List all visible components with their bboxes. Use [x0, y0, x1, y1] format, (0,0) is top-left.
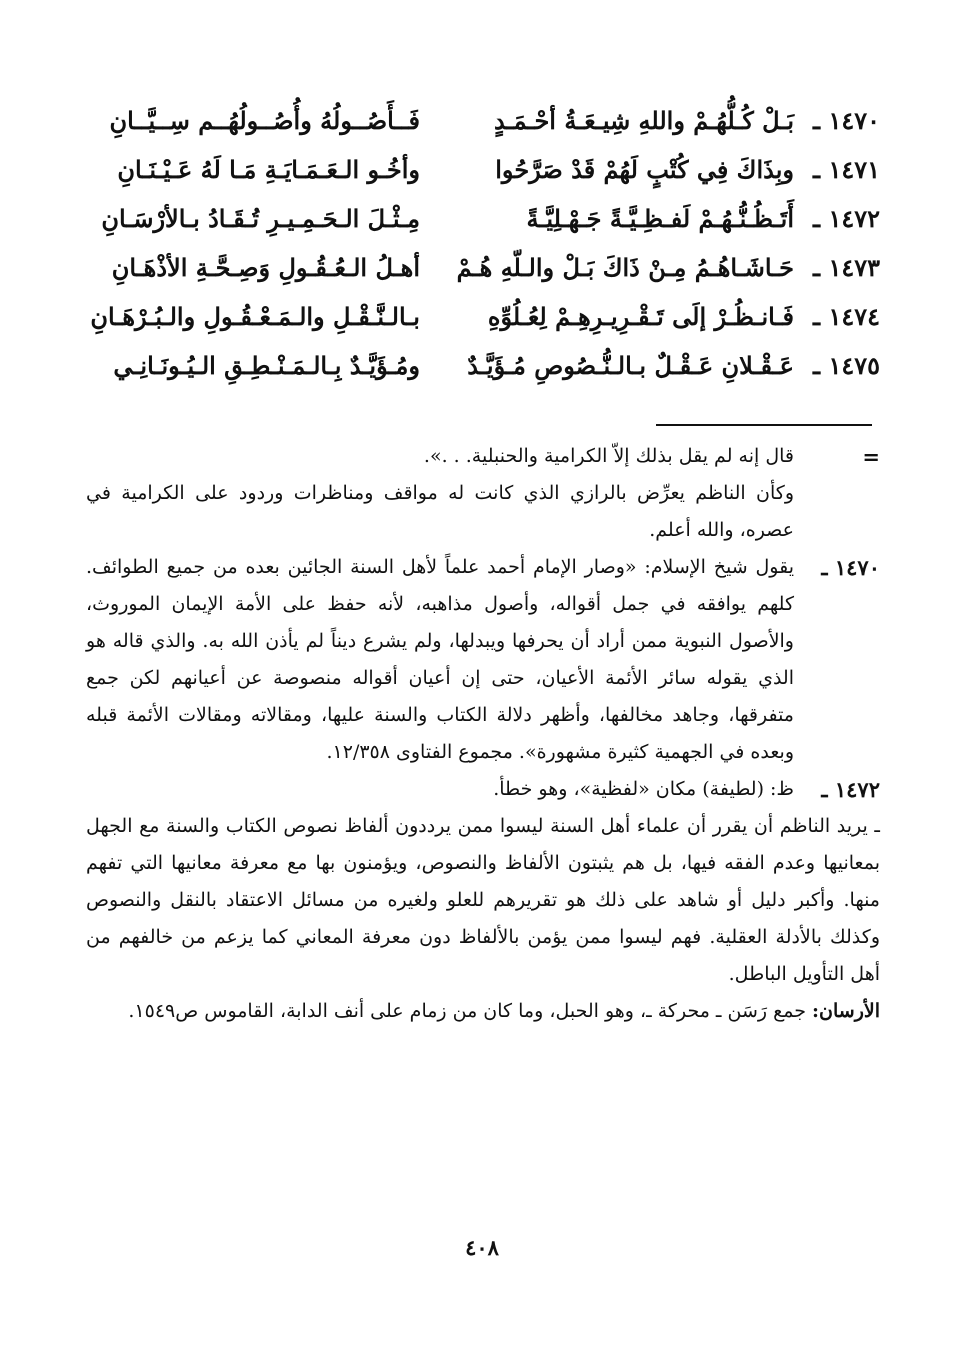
footnote-marker: ١٤٧٠ ـ [821, 555, 880, 580]
verse-first-hemistich: بَـلْ كُـلُّهُـمْ واللهِ شِيـعَـةُ أحْـمَـدٍ [493, 106, 794, 135]
verse-line [80, 292, 880, 341]
verse-second-hemistich: مِـثْـلَ الـحَـمِـيـرِ تُـقَـادُ بـالأرْسَـانِ [101, 204, 420, 233]
verse-second-hemistich: فَــأَصُــولُهُ وأُصُــولُهُــم سِــيَّــانِ [109, 106, 420, 135]
verse-line [80, 96, 880, 145]
footnote-definition [86, 993, 880, 1030]
verse-second-hemistich: أهـلُ الـعُـقُـولِ وَصِـحَّـةِ الأذْهَـانِ [111, 253, 420, 282]
verse-first-hemistich: عَـقْـلانِ عَـقْـلٌ بـالـنُّـصُوصِ مُـؤَيَّـدٌ [467, 351, 794, 380]
verse-second-hemistich: بـالـنَّـقْـلِ والـمَـعْـقُـولِ والـبُـرْهَـانِ [90, 302, 420, 331]
definition-term: الأرسان: [812, 1000, 880, 1022]
verse-line [80, 145, 880, 194]
footnote-separator [656, 424, 872, 426]
verse-number: ١٤٧٥ ـ [813, 351, 880, 380]
footnote-marker: ١٤٧٢ ـ [821, 777, 880, 802]
verse-line [80, 194, 880, 243]
footnote-text: ظ: (لطيفة) مكان «لفظية»، وهو خطأ. [493, 778, 794, 800]
poem-verses [80, 96, 880, 390]
verse-first-hemistich: حَـاشَـاهُـمُ مِـنْ ذَاكَ بَـلْ والـلّهِ هُـمْ [456, 253, 794, 282]
footnotes [86, 438, 880, 1030]
verse-second-hemistich: ومُـؤَيَّـدٌ بِـالـمَـنْـطِـقِ الـيُـونَـانِـي [113, 351, 420, 380]
verse-first-hemistich: فَـانـظُـرْ إلَى تَـقْـرِيـرِهِـمْ لِعُـلُوِّهِ [487, 302, 794, 331]
verse-number: ١٤٧١ ـ [813, 155, 880, 184]
footnote-text: وكأن الناظم يعرِّض بالرازي الذي كانت له مواقف ومناظرات وردود على الكرامية في عصره، والله أعلم. [86, 482, 794, 541]
verse-second-hemistich: وأخُـو الـعَـمَـايَـةِ مَـا لَهُ عَـيْـنَـانِ [117, 155, 420, 184]
verse-number: ١٤٧٣ ـ [813, 253, 880, 282]
footnote [86, 771, 880, 808]
verse-line [80, 341, 880, 390]
verse-number: ١٤٧٢ ـ [813, 204, 880, 233]
footnote [86, 549, 880, 771]
footnote-marker: = [862, 444, 880, 469]
verse-line [80, 243, 880, 292]
footnote-continuation [86, 438, 880, 475]
definition-text: جمع رَسَن ـ محركة ـ، وهو الحبل، وما كان من زمام على أنف الدابة، القاموس ص١٥٤٩. [128, 1000, 806, 1022]
verse-number: ١٤٧٠ ـ [813, 106, 880, 135]
footnote-text: يقول شيخ الإسلام: «وصار الإمام أحمد علماً لأهل السنة الجائين بعده من جميع الطوائف. كلهم يوافقه في جمل أقواله، وأصول مذاهبه، لأنه حفظ على الأمة الإيمان الموروث، والأصول النبوية ممن أراد أن يحرفها ويبدلها، ولم يشرع ديناً لم يأذن الله به. والذي قاله هو الذي يقوله سائر الأئمة الأعيان، حتى إن أعيان أقواله منصوصة عن أعيانهم لكن جمع متفرقها، وجاهد مخالفها، وأظهر دلالة الكتاب والسنة عليها، ومقالاته ومقالات الأئمة قبله وبعده في الجهمية كثيرة مشهورة». مجموع الفتاوى ١٢/٣٥٨. [86, 556, 794, 763]
verse-number: ١٤٧٤ ـ [813, 302, 880, 331]
footnote-text: ـ يريد الناظم أن يقرر أن علماء أهل السنة ليسوا ممن يرددون ألفاظ نصوص الكتاب والسنة مع الجهل بمعانيها وعدم الفقه فيها، بل هم يثبتون الألفاظ والنصوص، ويؤمنون بها مع معرفة معانيها التي تفهم منها. وأكبر دليل أو شاهد على ذلك هو تقريرهم للعلو ولغيره من مسائل الاعتقاد بالنقل والنصوص وكذلك بالأدلة العقلية. فهم ليسوا ممن يؤمن بالألفاظ دون معرفة المعاني كما يزعم من خالفهم من أهل التأويل الباطل. [86, 815, 880, 985]
footnote-text: قال إنه لم يقل بذلك إلاّ الكرامية والحنبلية. . .». [423, 445, 794, 467]
verse-first-hemistich: وبِذَاكَ فِي كُتْبٍ لَهُمْ قَدْ صَرَّحُوا [495, 155, 794, 184]
verse-first-hemistich: أَتَـظُـنُّـهُـمْ لَفـظِـيَّـةً جَـهْـلِيَّـةً [526, 204, 794, 233]
page-number: ٤٠٨ [465, 1235, 499, 1260]
